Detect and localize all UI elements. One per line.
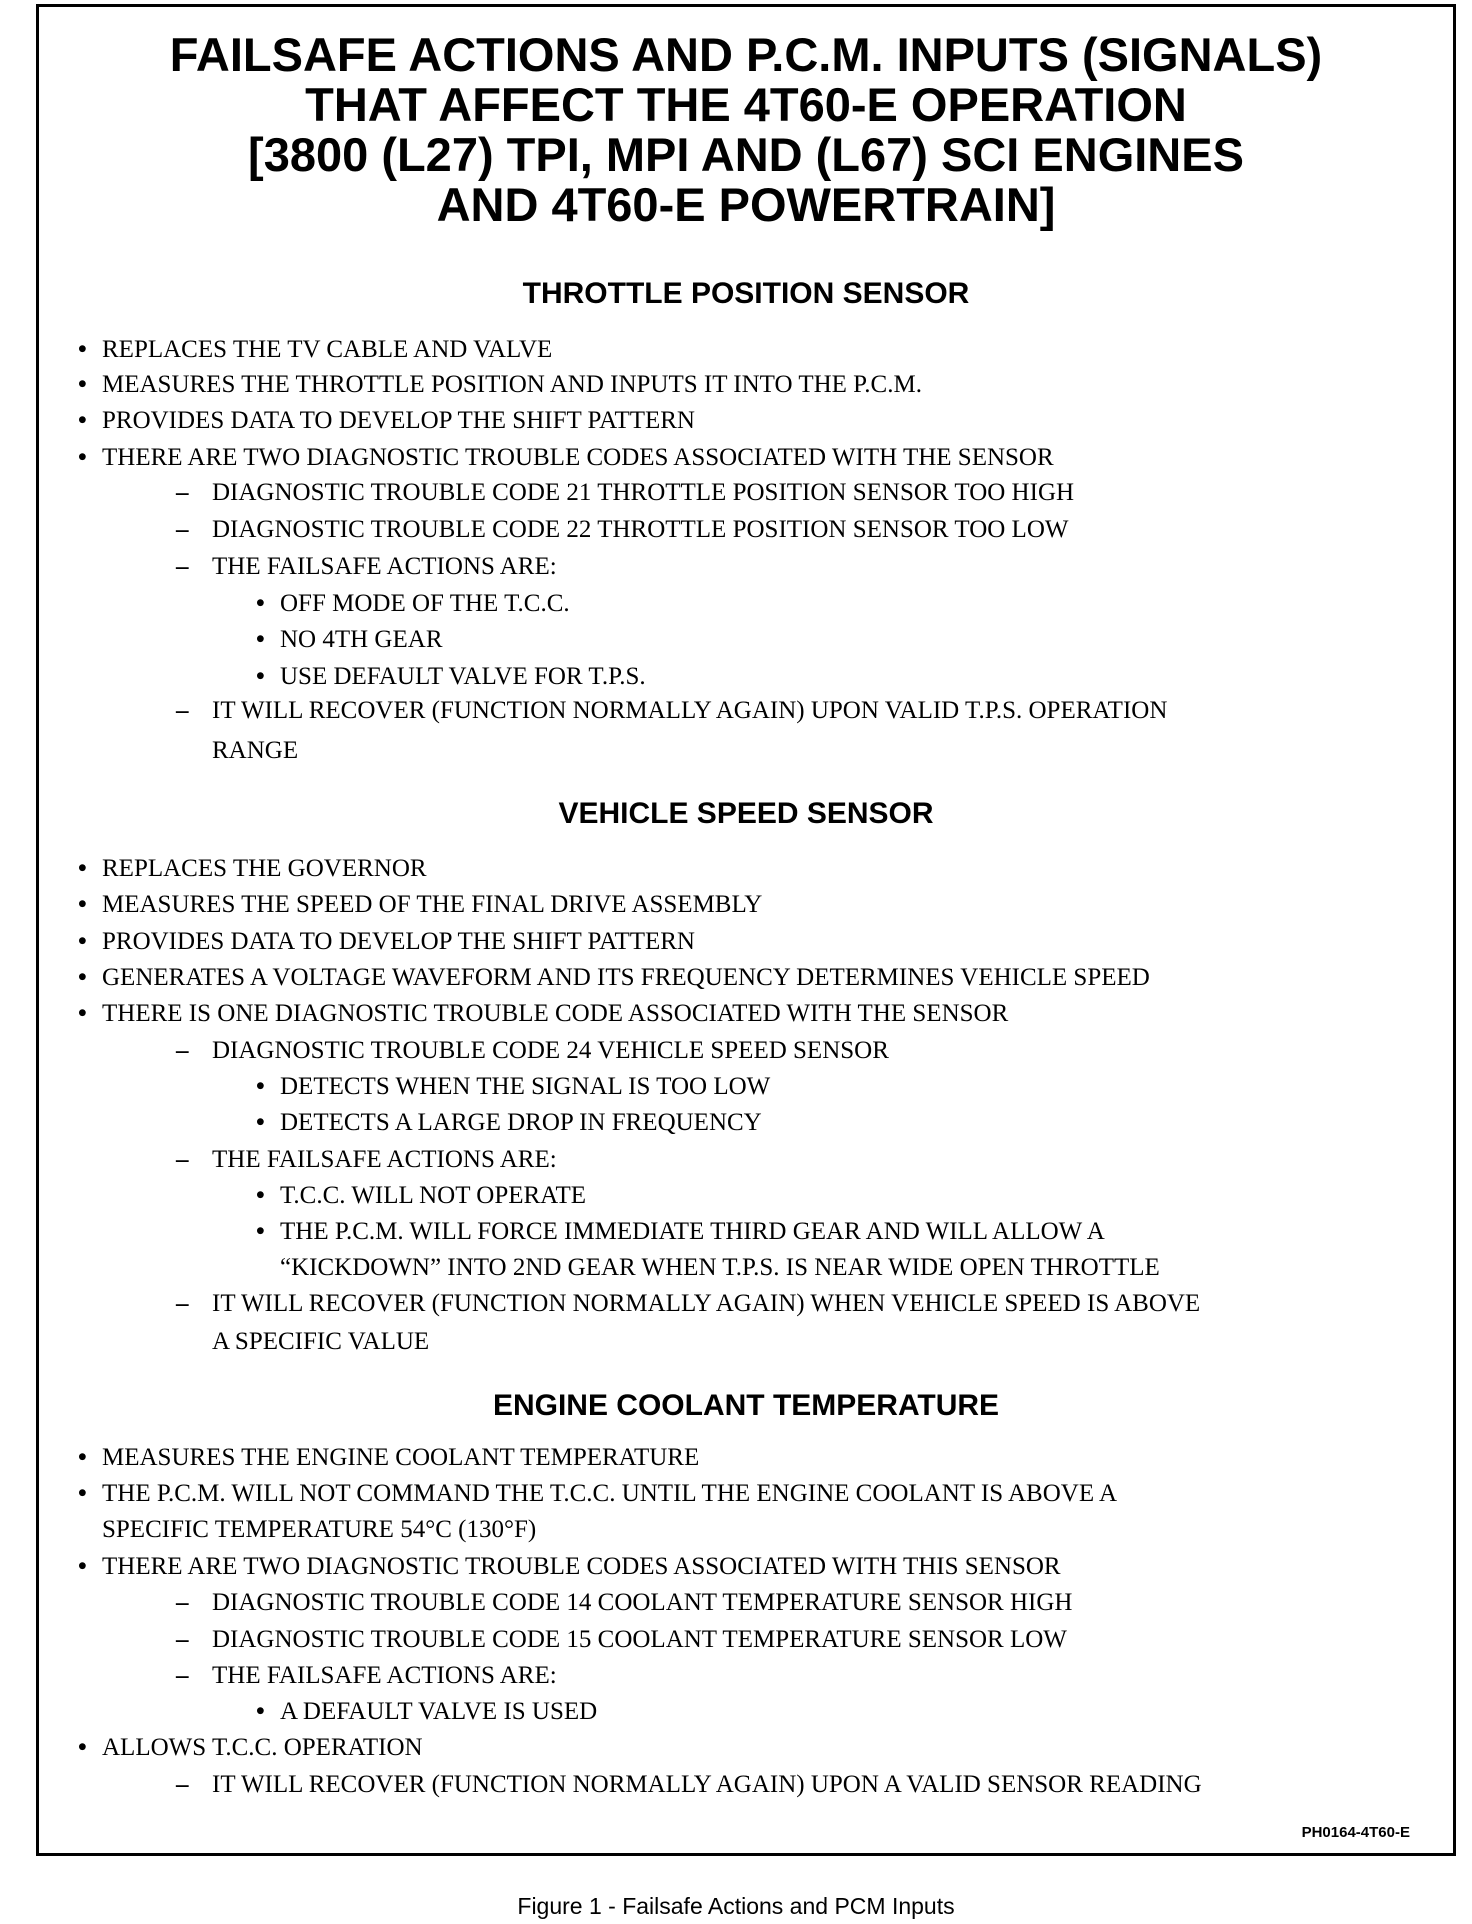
dash-marker: – xyxy=(176,1037,189,1064)
bullet-marker: • xyxy=(78,1553,87,1580)
dash-marker: – xyxy=(176,1589,189,1616)
bullet-marker: • xyxy=(78,855,87,882)
dash-marker: – xyxy=(176,516,189,543)
section-heading-speed: VEHICLE SPEED SENSOR xyxy=(558,797,934,830)
dash-marker: – xyxy=(176,1626,189,1653)
continuation-line: SPECIFIC TEMPERATURE 54°C (130°F) xyxy=(102,1516,537,1543)
bullet-marker: • xyxy=(78,371,87,398)
section-heading-coolant: ENGINE COOLANT TEMPERATURE xyxy=(492,1389,1000,1422)
dash-marker: – xyxy=(176,479,189,506)
bullet-marker: • xyxy=(78,336,87,363)
dash-marker: – xyxy=(176,1146,189,1173)
continuation-line: “KICKDOWN” INTO 2ND GEAR WHEN T.P.S. IS NEAR WIDE OPEN THROTTLE xyxy=(280,1254,1160,1281)
bullet-marker: • xyxy=(256,663,265,690)
bullet-marker: • xyxy=(78,891,87,918)
bullet-marker: • xyxy=(78,928,87,955)
bullet-marker: • xyxy=(78,1734,87,1761)
continuation-line: A SPECIFIC VALUE xyxy=(212,1328,430,1355)
bullet-marker: • xyxy=(256,1109,265,1136)
title-line-4: AND 4T60-E POWERTRAIN] xyxy=(436,178,1056,231)
bullet-marker: • xyxy=(256,1218,265,1245)
bullet-marker: • xyxy=(256,1073,265,1100)
bullet-marker: • xyxy=(78,407,87,434)
bullet-marker: • xyxy=(256,626,265,653)
document-title xyxy=(36,30,1456,230)
bullet-marker: • xyxy=(78,1000,87,1027)
title-line-1: FAILSAFE ACTIONS AND P.C.M. INPUTS (SIGNALS) xyxy=(169,28,1323,81)
bullet-marker: • xyxy=(78,964,87,991)
figure-caption: Figure 1 - Failsafe Actions and PCM Inputs xyxy=(517,1893,955,1919)
bullet-marker: • xyxy=(256,1698,265,1725)
dash-marker: – xyxy=(176,1290,189,1317)
title-line-2: THAT AFFECT THE 4T60-E OPERATION xyxy=(305,78,1187,131)
continuation-line: RANGE xyxy=(212,737,299,764)
dash-marker: – xyxy=(176,1662,189,1689)
dash-marker: – xyxy=(176,553,189,580)
reference-code: PH0164-4T60-E xyxy=(1301,1824,1410,1841)
title-line-3: [3800 (L27) TPI, MPI AND (L67) SCI ENGINES xyxy=(248,128,1244,181)
bullet-marker: • xyxy=(256,590,265,617)
section-heading-throttle: THROTTLE POSITION SENSOR xyxy=(522,277,970,310)
bullet-marker: • xyxy=(256,1182,265,1209)
bullet-marker: • xyxy=(78,444,87,471)
dash-marker: – xyxy=(176,1771,189,1798)
bullet-marker: • xyxy=(78,1444,87,1471)
bullet-marker: • xyxy=(78,1480,87,1507)
dash-marker: – xyxy=(176,697,189,724)
